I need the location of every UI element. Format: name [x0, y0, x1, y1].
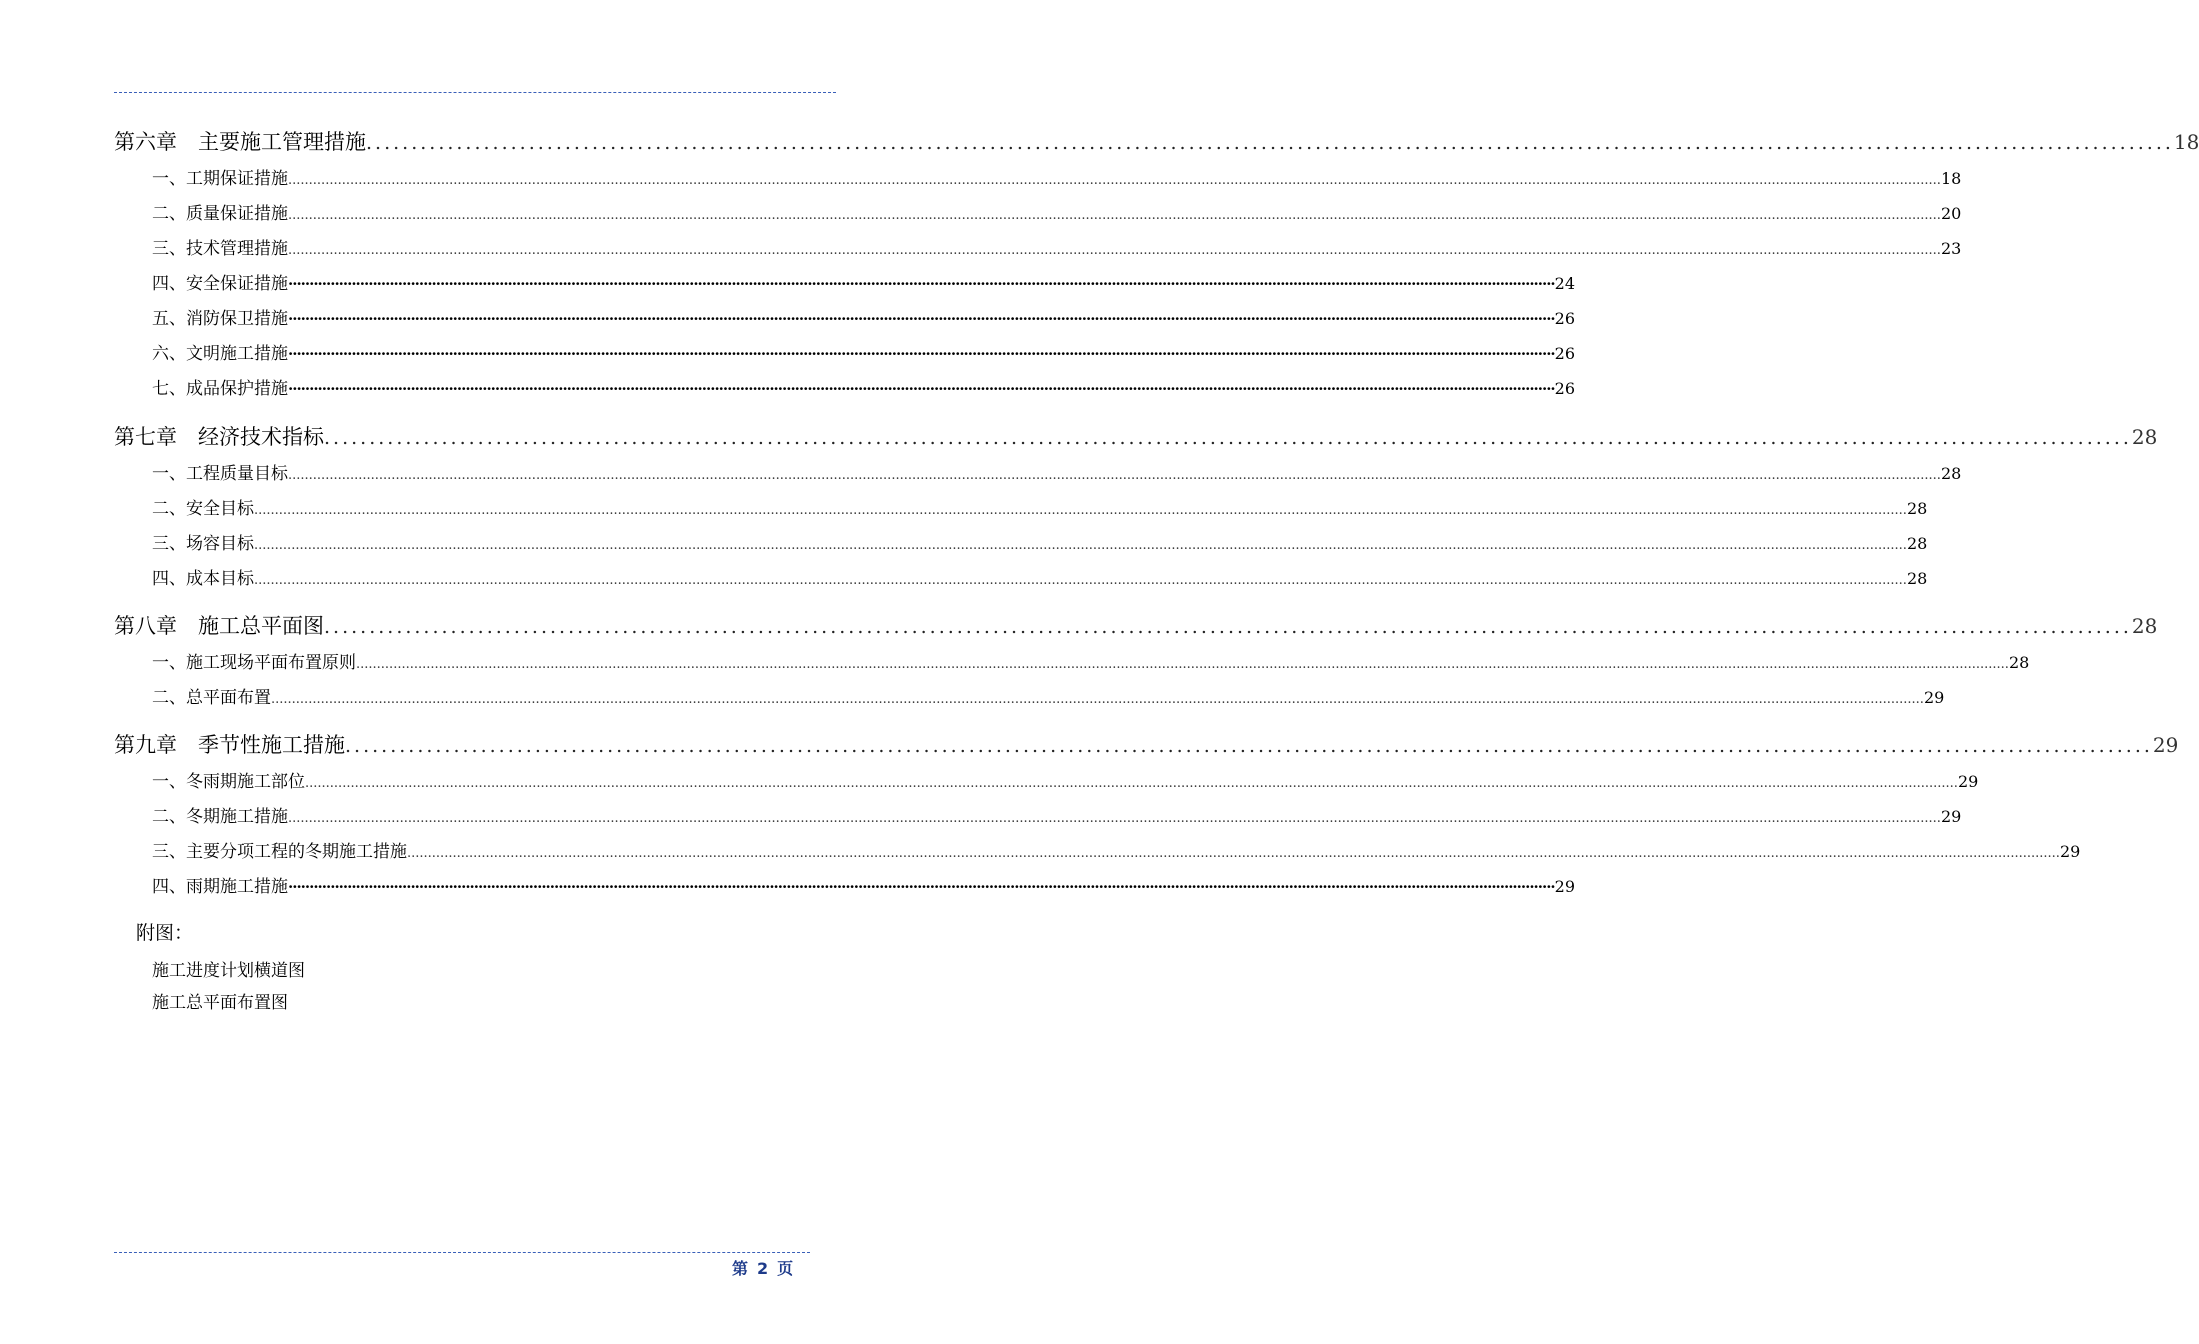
- toc-dot-leader: ........................................................................................................................................................................................................: [345, 735, 2153, 757]
- appendix-item: 施工总平面布置图: [152, 993, 288, 1013]
- toc-section-title: 三、技术管理措施: [152, 239, 288, 259]
- toc-section-title: 五、消防保卫措施: [152, 309, 288, 329]
- toc-chapter-title: 第六章 主要施工管理措施: [114, 130, 366, 154]
- toc-section-title: 二、冬期施工措施: [152, 807, 288, 827]
- toc-section-row: [152, 872, 1576, 897]
- toc-section-page: 24: [1554, 274, 1576, 293]
- toc-section-page: 29: [2059, 842, 2081, 861]
- toc-dot-leader: ············································································································································································································································································································: [288, 380, 1555, 398]
- footer-page-prefix: 第: [732, 1259, 750, 1278]
- toc-section-title: 六、文明施工措施: [152, 344, 288, 364]
- toc-section-row: [152, 304, 1576, 329]
- toc-chapter-title: 第九章 季节性施工措施: [114, 733, 345, 757]
- footer-page-number: [732, 1256, 802, 1279]
- toc-dot-leader: ................................................................................................................................................................................................................................................................................................................................................................................................................: [288, 243, 1941, 258]
- toc-section-row: [152, 164, 1962, 189]
- footer-page-value: 2: [757, 1259, 770, 1278]
- toc-dot-leader: ············································································································································································································································································································: [288, 275, 1555, 293]
- toc-dot-leader: ................................................................................................................................................................................................................................................................................................................................................................................................................: [288, 468, 1941, 483]
- toc-section-row: [152, 683, 1945, 708]
- toc-dot-leader: ................................................................................................................................................................................................................................................................................................................................................................................................................: [271, 692, 1924, 707]
- toc-section-page: 29: [1940, 807, 1962, 826]
- toc-chapter-row: [114, 610, 2158, 640]
- header-dashed-rule: [114, 92, 836, 93]
- toc-section-title: 二、总平面布置: [152, 688, 271, 708]
- toc-section-page: 29: [1923, 688, 1945, 707]
- toc-section-row: [152, 837, 2081, 862]
- toc-section-row: [152, 802, 1962, 827]
- toc-section-page: 28: [1906, 534, 1928, 553]
- toc-dot-leader: ................................................................................................................................................................................................................................................................................................................................................................................................................: [356, 657, 2009, 672]
- toc-section-title: 一、工程质量目标: [152, 464, 288, 484]
- toc-section-row: [152, 648, 2030, 673]
- toc-dot-leader: ................................................................................................................................................................................................................................................................................................................................................................................................................: [288, 811, 1941, 826]
- toc-dot-leader: ................................................................................................................................................................................................................................................................................................................................................................................................................: [288, 208, 1941, 223]
- toc-section-page: 29: [1554, 877, 1576, 896]
- toc-section-page: 26: [1554, 379, 1576, 398]
- appendix-label: 附图：: [136, 922, 194, 944]
- toc-section-page: 29: [1957, 772, 1979, 791]
- toc-section-page: 28: [2008, 653, 2030, 672]
- toc-chapter-page: 18: [2173, 130, 2199, 154]
- toc-section-title: 二、质量保证措施: [152, 204, 288, 224]
- toc-section-page: 28: [1940, 464, 1962, 483]
- toc-section-title: 七、成品保护措施: [152, 379, 288, 399]
- toc-section-row: [152, 269, 1576, 294]
- toc-dot-leader: ................................................................................................................................................................................................................................................................................................................................................................................................................: [407, 846, 2060, 861]
- toc-chapter-title: 第七章 经济技术指标: [114, 425, 324, 449]
- toc-section-row: [152, 339, 1576, 364]
- toc-section-row: [152, 374, 1576, 399]
- toc-section-row: [152, 459, 1962, 484]
- toc-dot-leader: ................................................................................................................................................................................................................................................................................................................................................................................................................: [254, 573, 1907, 588]
- toc-dot-leader: ................................................................................................................................................................................................................................................................................................................................................................................................................: [254, 503, 1907, 518]
- toc-section-page: 26: [1554, 309, 1576, 328]
- toc-dot-leader: ................................................................................................................................................................................................................................................................................................................................................................................................................: [305, 776, 1958, 791]
- toc-dot-leader: ........................................................................................................................................................................................................: [324, 427, 2132, 449]
- toc-section-row: [152, 494, 1928, 519]
- toc-section-title: 一、冬雨期施工部位: [152, 772, 305, 792]
- toc-chapter-row: [114, 421, 2158, 451]
- toc-section-title: 一、施工现场平面布置原则: [152, 653, 356, 673]
- toc-section-page: 28: [1906, 499, 1928, 518]
- toc-chapter-title: 第八章 施工总平面图: [114, 614, 324, 638]
- toc-section-page: 28: [1906, 569, 1928, 588]
- toc-dot-leader: ........................................................................................................................................................................................................: [366, 132, 2174, 154]
- toc-section-row: [152, 529, 1928, 554]
- toc-dot-leader: ············································································································································································································································································································: [288, 310, 1555, 328]
- toc-section-title: 一、工期保证措施: [152, 169, 288, 189]
- toc-section-page: 18: [1940, 169, 1962, 188]
- footer-page-suffix: 页: [777, 1259, 795, 1278]
- toc-section-title: 三、主要分项工程的冬期施工措施: [152, 842, 407, 862]
- toc-dot-leader: ................................................................................................................................................................................................................................................................................................................................................................................................................: [288, 173, 1941, 188]
- toc-chapter-page: 28: [2131, 425, 2158, 449]
- toc-dot-leader: ············································································································································································································································································································: [288, 345, 1555, 363]
- toc-chapter-page: 29: [2152, 733, 2179, 757]
- toc-section-page: 20: [1940, 204, 1962, 223]
- appendix-item: 施工进度计划横道图: [152, 961, 305, 981]
- toc-dot-leader: ············································································································································································································································································································: [288, 878, 1555, 896]
- toc-section-row: [152, 234, 1962, 259]
- toc-dot-leader: ........................................................................................................................................................................................................: [324, 616, 2132, 638]
- toc-section-row: [152, 199, 1962, 224]
- toc-chapter-row: [114, 126, 2199, 156]
- toc-section-row: [152, 767, 1979, 792]
- toc-chapter-row: [114, 729, 2179, 759]
- footer-dashed-rule: [114, 1252, 810, 1253]
- toc-section-title: 三、场容目标: [152, 534, 254, 554]
- toc-section-title: 四、安全保证措施: [152, 274, 288, 294]
- toc-section-title: 四、成本目标: [152, 569, 254, 589]
- toc-section-page: 26: [1554, 344, 1576, 363]
- toc-dot-leader: ................................................................................................................................................................................................................................................................................................................................................................................................................: [254, 538, 1907, 553]
- toc-section-title: 二、安全目标: [152, 499, 254, 519]
- toc-section-row: [152, 564, 1928, 589]
- toc-chapter-page: 28: [2131, 614, 2158, 638]
- toc-section-page: 23: [1940, 239, 1962, 258]
- toc-section-title: 四、雨期施工措施: [152, 877, 288, 897]
